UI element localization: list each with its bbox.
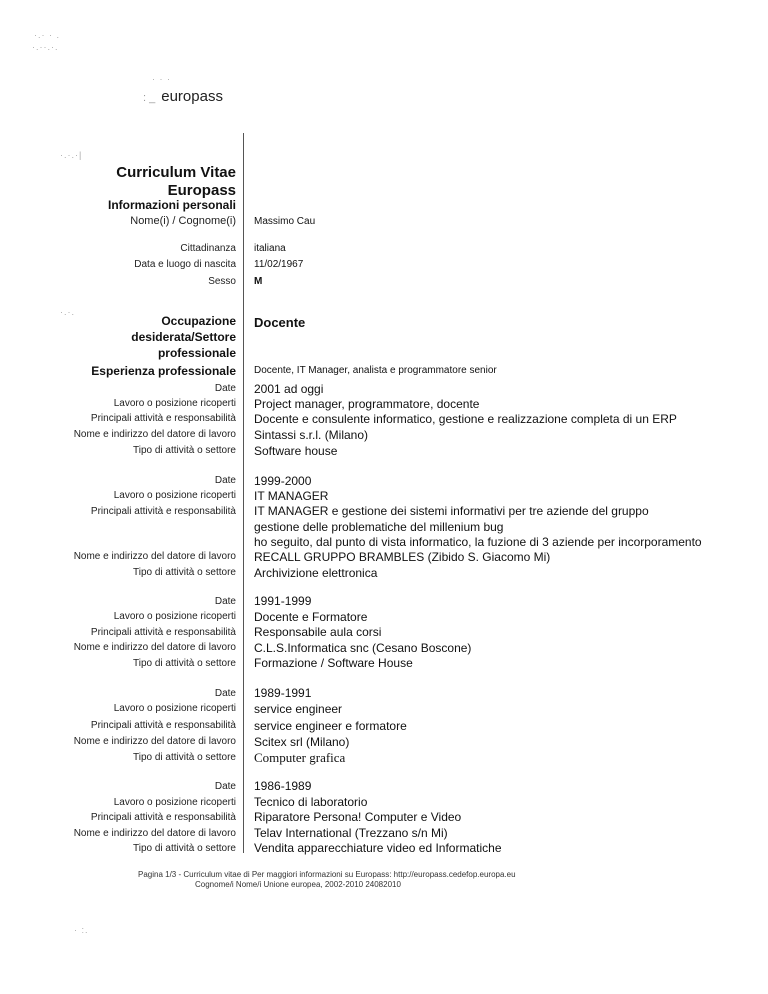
entry4-employer: Scitex srl (Milano) (254, 735, 350, 749)
entry4-date-label: Date (214, 688, 236, 699)
entry3-sector-label: Tipo di attività o settore (132, 658, 236, 669)
entry3-activities-label: Principali attività e responsabilità (90, 627, 236, 638)
entry4-activities-label: Principali attività e responsabilità (90, 720, 236, 731)
entry3-date-label: Date (214, 596, 236, 607)
scan-speck: ·.· · . (34, 30, 60, 40)
entry1-sector-label: Tipo di attività o settore (132, 445, 236, 456)
entry1-sector: Software house (254, 444, 338, 458)
column-divider (243, 133, 244, 853)
entry4-employer-label: Nome e indirizzo del datore di lavoro (73, 736, 236, 747)
entry1-activities: Docente e consulente informatico, gestione e realizzazione completa di un ERP (254, 412, 677, 426)
europass-logo (143, 88, 223, 105)
entry4-sector: Computer grafica (254, 750, 346, 765)
entry2-date: 1999-2000 (254, 474, 312, 488)
entry2-activities-3: ho seguito, dal punto di vista informatico, la fuzione di 3 aziende per incorporamento (254, 535, 702, 549)
experience-summary: Docente, IT Manager, analista e programmatore senior (254, 365, 497, 376)
entry2-activities-label: Principali attività e responsabilità (90, 506, 236, 517)
entry5-position: Tecnico di laboratorio (254, 795, 368, 809)
entry3-position: Docente e Formatore (254, 610, 368, 624)
scan-speck: ·.·.·| (60, 150, 83, 160)
entry2-sector-label: Tipo di attività o settore (132, 567, 236, 578)
entry5-date-label: Date (214, 781, 236, 792)
scan-speck: · · · (152, 74, 171, 84)
entry3-position-label: Lavoro o posizione ricoperti (113, 611, 236, 622)
entry2-activities-2: gestione delle problematiche del millenium bug (254, 520, 504, 534)
occupation-label-line2: desiderata/Settore (131, 330, 236, 344)
entry4-date: 1989-1991 (254, 686, 312, 700)
entry5-sector: Vendita apparecchiature video ed Informatiche (254, 841, 502, 855)
brand-name: europass (161, 88, 223, 105)
personal-section-title: Informazioni personali (107, 198, 236, 212)
footer-line1: Pagina 1/3 - Curriculum vitae di Per maggiori informazioni su Europass: http://europass.cedefop.europa.eu (138, 870, 516, 879)
footer-line2: Cognome/i Nome/i Unione europea, 2002-2010 24082010 (195, 880, 401, 889)
entry3-employer-label: Nome e indirizzo del datore di lavoro (73, 642, 236, 653)
entry5-activities: Riparatore Persona! Computer e Video (254, 810, 462, 824)
entry1-position: Project manager, programmatore, docente (254, 397, 480, 411)
entry1-position-label: Lavoro o posizione ricoperti (113, 398, 236, 409)
sex-value: M (254, 276, 263, 287)
entry5-employer-label: Nome e indirizzo del datore di lavoro (73, 828, 236, 839)
name-value: Massimo Cau (254, 216, 316, 227)
entry3-activities: Responsabile aula corsi (254, 625, 382, 639)
nationality-label: Cittadinanza (180, 243, 236, 254)
cv-title-line2: Europass (167, 182, 236, 199)
entry4-activities: service engineer e formatore (254, 719, 407, 733)
entry1-date: 2001 ad oggi (254, 382, 324, 396)
entry2-position: IT MANAGER (254, 489, 329, 503)
birth-value: 11/02/1967 (254, 259, 304, 270)
sex-label: Sesso (208, 276, 236, 287)
nationality-value: italiana (254, 243, 286, 254)
entry3-employer: C.L.S.Informatica snc (Cesano Boscone) (254, 641, 472, 655)
entry1-date-label: Date (214, 383, 236, 394)
entry5-sector-label: Tipo di attività o settore (132, 843, 236, 854)
occupation-label-line1: Occupazione (161, 314, 236, 328)
entry2-employer: RECALL GRUPPO BRAMBLES (Zibido S. Giacomo Mi) (254, 550, 551, 564)
entry1-employer-label: Nome e indirizzo del datore di lavoro (73, 429, 236, 440)
cv-title-line1: Curriculum Vitae (116, 164, 236, 181)
entry1-employer: Sintassi s.r.l. (Milano) (254, 428, 369, 442)
entry5-employer: Telav International (Trezzano s/n Mi) (254, 826, 448, 840)
entry5-position-label: Lavoro o posizione ricoperti (113, 797, 236, 808)
scan-speck: ·.··.·. (32, 42, 59, 52)
experience-section-title: Esperienza professionale (91, 364, 236, 378)
entry3-sector: Formazione / Software House (254, 656, 413, 670)
entry4-position-label: Lavoro o posizione ricoperti (113, 703, 236, 714)
entry4-sector-label: Tipo di attività o settore (132, 752, 236, 763)
page-footer (138, 870, 516, 890)
entry1-activities-label: Principali attività e responsabilità (90, 413, 236, 424)
scan-speck: ·.·. (60, 307, 75, 317)
occupation-label-line3: professionale (157, 346, 236, 360)
entry2-sector: Archivizione elettronica (254, 566, 378, 580)
entry4-position: service engineer (254, 702, 343, 716)
birth-label: Data e luogo di nascita (134, 259, 236, 270)
logo-mark-icon: : _ (143, 92, 156, 104)
entry5-activities-label: Principali attività e responsabilità (90, 812, 236, 823)
entry2-date-label: Date (214, 475, 236, 486)
entry3-date: 1991-1999 (254, 594, 312, 608)
entry5-date: 1986-1989 (254, 779, 312, 793)
entry2-employer-label: Nome e indirizzo del datore di lavoro (73, 551, 236, 562)
entry2-activities-1: IT MANAGER e gestione dei sistemi informativi per tre aziende del gruppo (254, 504, 649, 518)
scan-speck: · :. (74, 925, 89, 935)
name-label: Nome(i) / Cognome(i) (130, 215, 236, 227)
entry2-position-label: Lavoro o posizione ricoperti (113, 490, 236, 501)
occupation-value: Docente (254, 315, 306, 330)
